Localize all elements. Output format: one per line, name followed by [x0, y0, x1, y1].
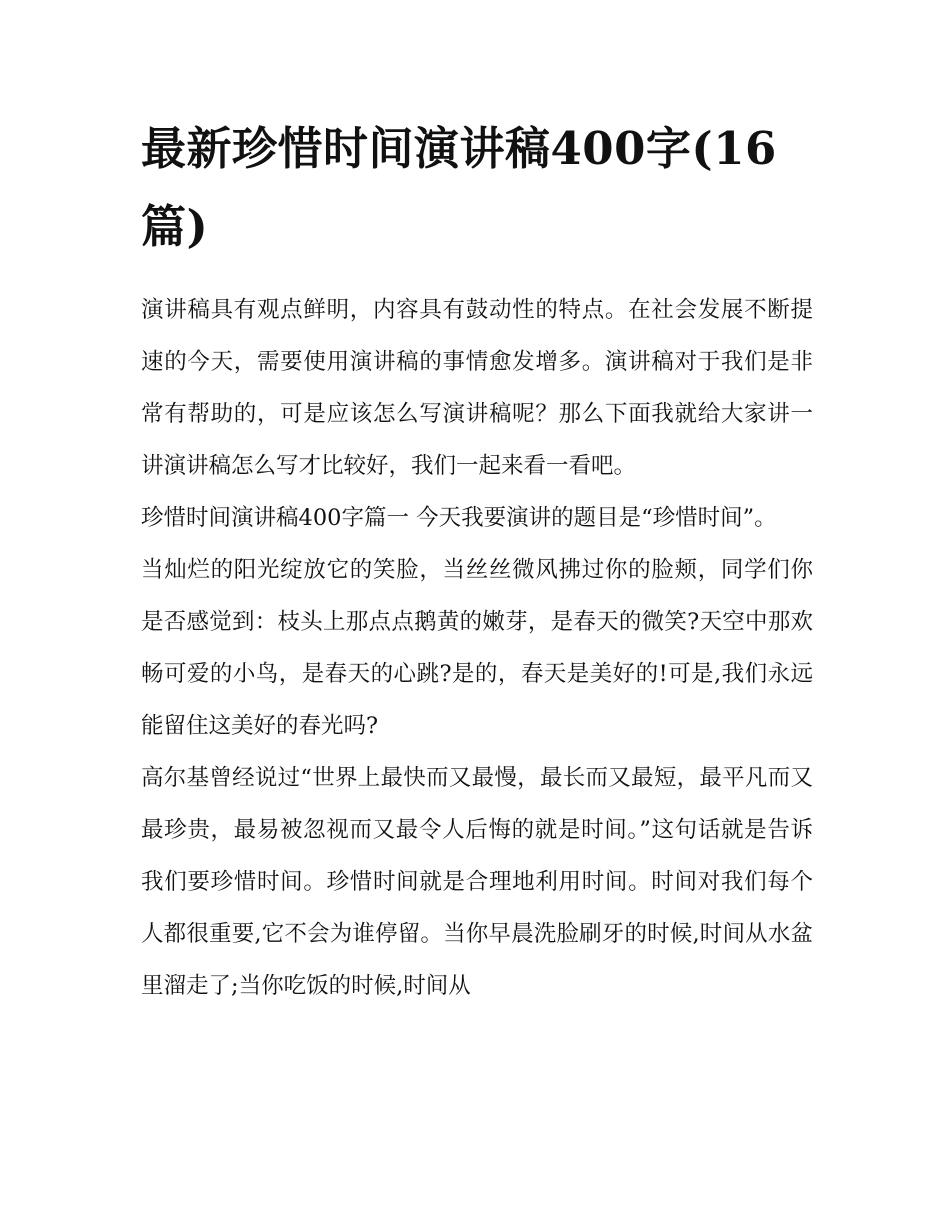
paragraph-speech-heading: 珍惜时间演讲稿400字篇一 今天我要演讲的题目是“珍惜时间”。 — [141, 505, 777, 531]
document-title: 最新珍惜时间演讲稿400字(16篇) — [141, 122, 777, 253]
document-page — [141, 110, 813, 1012]
paragraph-gorky-quote: 高尔基曾经说过“世界上最快而又最慢，最长而又最短，最平凡而又最珍贵，最易被忽视而又最令人后悔的就是时间。”这句话就是告诉我们要珍惜时间。珍惜时间就是合理地利用时间。时间对我们每个人都很重要,它不会为谁停留。当你早晨洗脸刷牙的时候,时间从水盆里溜走了;当你吃饭的时候,时间从 — [141, 765, 813, 999]
paragraph-spring: 当灿烂的阳光绽放它的笑脸，当丝丝微风拂过你的脸颊，同学们你是否感觉到：枝头上那点点鹅黄的嫩芽，是春天的微笑?天空中那欢畅可爱的小鸟，是春天的心跳?是的，春天是美好的!可是,我们永远能留住这美好的春光吗? — [141, 557, 813, 739]
paragraph-intro: 演讲稿具有观点鲜明，内容具有鼓动性的特点。在社会发展不断提速的今天，需要使用演讲稿的事情愈发增多。演讲稿对于我们是非常有帮助的，可是应该怎么写演讲稿呢？那么下面我就给大家讲一讲演讲稿怎么写才比较好，我们一起来看一看吧。 — [141, 297, 813, 479]
